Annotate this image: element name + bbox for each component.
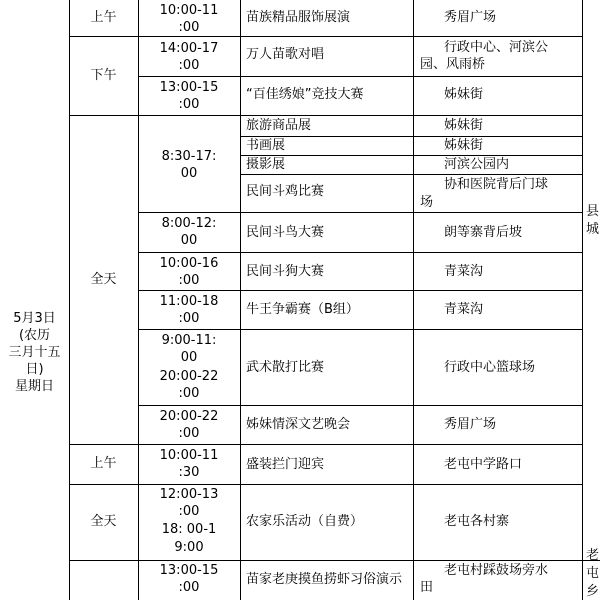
event-venue: 协和医院背后门球: [444, 177, 549, 192]
event-venue: 朗等寨背后坡: [444, 225, 523, 240]
event-name: 民间斗鸡比赛: [246, 184, 325, 199]
event-time: 20:00-22: [159, 409, 219, 424]
event-time: 12:00-13: [159, 487, 219, 502]
event-time: :00: [178, 58, 200, 73]
event-name: 书画展: [246, 138, 286, 153]
event-time: 9:00: [174, 540, 204, 555]
event-time: :00: [178, 311, 200, 326]
grid-line-v1: [69, 0, 70, 600]
grid-line-h: [69, 115, 582, 116]
event-venue: 姊妹街: [444, 138, 484, 153]
event-time: 00: [180, 350, 198, 365]
event-venue: 姊妹街: [444, 87, 484, 102]
section-allday: 全天: [90, 272, 117, 287]
event-time: 00: [180, 233, 198, 248]
event-venue: 青菜沟: [444, 302, 484, 317]
event-venue: 田: [420, 580, 434, 595]
event-venue: 青菜沟: [444, 264, 484, 279]
event-name: “百佳绣娘”竞技大赛: [246, 87, 364, 102]
grid-line-h: [240, 155, 582, 156]
date-line: (农历: [18, 328, 51, 343]
location-label: 乡: [586, 584, 600, 599]
event-time: :00: [178, 20, 200, 35]
event-name: 农家乐活动（自费）: [246, 514, 364, 529]
event-time: 20:00-22: [159, 369, 219, 384]
event-time: 10:00-11: [159, 3, 219, 18]
grid-line-h: [138, 76, 582, 77]
event-time: 8:00-12:: [161, 216, 217, 231]
grid-line-h: [69, 36, 582, 37]
event-name: 民间斗狗大赛: [246, 264, 325, 279]
event-time: :00: [178, 580, 200, 595]
event-time: 9:00-11:: [161, 333, 217, 348]
event-time: :00: [178, 504, 200, 519]
date-line: 5月3日: [13, 311, 56, 326]
section-allday: 全天: [90, 514, 117, 529]
grid-line-v3: [240, 0, 241, 600]
location-label: 县: [586, 204, 600, 219]
grid-line-h: [138, 329, 582, 330]
event-venue: 河滨公园内: [444, 157, 510, 172]
event-time: 13:00-15: [159, 563, 219, 578]
date-line: 三月十五: [8, 345, 61, 360]
event-name: 盛装拦门迎宾: [246, 457, 325, 472]
grid-line-h: [240, 136, 582, 137]
event-time: :00: [178, 273, 200, 288]
event-venue: 场: [420, 195, 434, 210]
grid-line-v5: [582, 0, 583, 600]
event-time: 10:00-11: [159, 448, 219, 463]
grid-line-h: [138, 252, 582, 253]
grid-line-h: [69, 560, 600, 561]
event-time: :00: [178, 97, 200, 112]
grid-line-h: [240, 174, 582, 175]
event-venue: 行政中心、河滨公: [444, 40, 549, 55]
event-name: 摄影展: [246, 157, 286, 172]
event-time: :30: [178, 465, 200, 480]
event-name: 旅游商品展: [246, 118, 312, 133]
event-name: 苗家老庚摸鱼捞虾习俗演示: [246, 572, 403, 587]
section-morning: 上午: [90, 456, 117, 471]
event-name: 苗族精品服饰展演: [246, 10, 351, 25]
location-label: 屯: [586, 566, 600, 581]
date-line: 日): [25, 362, 44, 377]
grid-line-h: [69, 484, 582, 485]
event-name: 牛王争霸赛（B组）: [246, 302, 359, 317]
event-time: :00: [178, 426, 200, 441]
event-time: 13:00-15: [159, 80, 219, 95]
event-venue: 园、风雨桥: [420, 57, 486, 72]
event-venue: 老屯中学路口: [444, 457, 523, 472]
grid-line-h: [69, 444, 582, 445]
event-name: 民间斗鸟大赛: [246, 225, 325, 240]
event-name: 武术散打比赛: [246, 360, 325, 375]
event-venue: 行政中心篮球场: [444, 360, 536, 375]
grid-line-h: [138, 405, 582, 406]
section-morning: 上午: [90, 10, 117, 25]
grid-line-v4: [413, 0, 414, 600]
grid-line-h: [138, 212, 582, 213]
event-name: 万人苗歌对唱: [246, 47, 325, 62]
event-time: 18: 00-1: [161, 522, 217, 537]
event-time: 14:00-17: [159, 41, 219, 56]
location-label: 城: [586, 222, 600, 237]
event-time: 10:00-16: [159, 256, 219, 271]
grid-line-h: [138, 290, 582, 291]
event-time: :00: [178, 386, 200, 401]
location-label: 老: [586, 548, 600, 563]
event-venue: 秀眉广场: [444, 417, 497, 432]
event-venue: 姊妹街: [444, 118, 484, 133]
event-time: 8:30-17:: [161, 149, 217, 164]
date-line: 星期日: [14, 379, 54, 394]
event-name: 姊妹情深文艺晚会: [246, 417, 351, 432]
event-venue: 秀眉广场: [444, 10, 497, 25]
event-time: 11:00-18: [159, 294, 219, 309]
event-venue: 老屯村踩鼓场旁水: [444, 563, 549, 578]
event-time: 00: [180, 166, 198, 181]
event-venue: 老屯各村寨: [444, 514, 510, 529]
section-afternoon: 下午: [90, 68, 117, 83]
